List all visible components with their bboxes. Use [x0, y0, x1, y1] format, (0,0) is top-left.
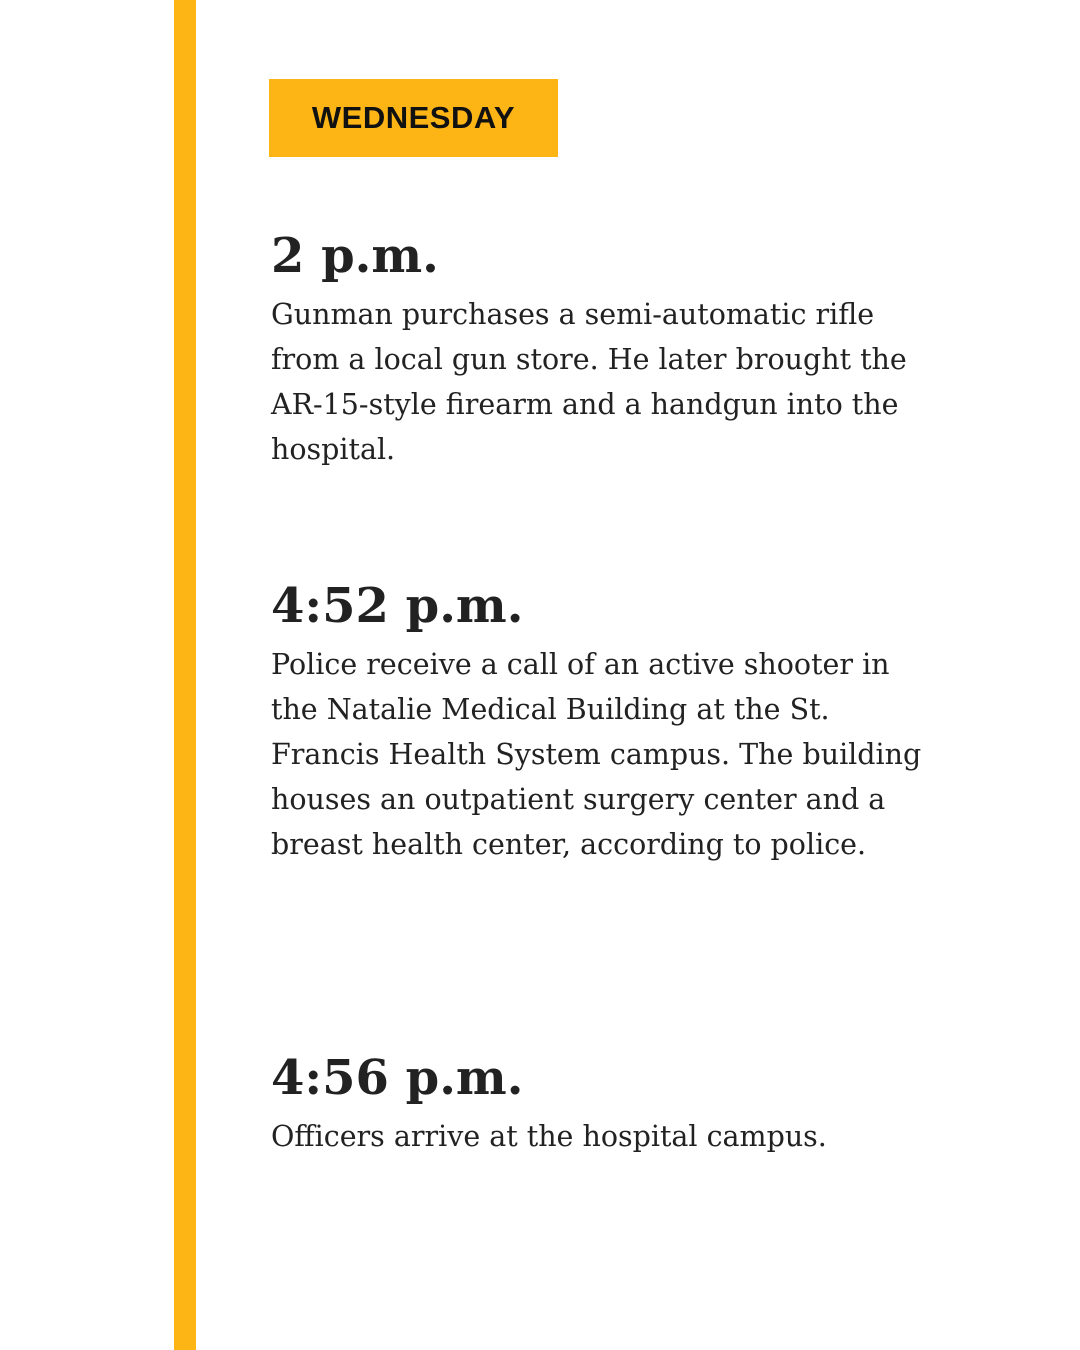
timeline-entry [271, 578, 931, 867]
entry-time: 4:56 p.m. [271, 1050, 524, 1106]
timeline-entry [271, 1050, 931, 1159]
entry-time: 4:52 p.m. [271, 578, 524, 634]
entry-text: Officers arrive at the hospital campus. [271, 1120, 827, 1153]
timeline-entry [271, 228, 931, 472]
entry-time: 2 p.m. [271, 228, 439, 284]
entry-text: Police receive a call of an active shooter in the Natalie Medical Building at the St. Francis Health System campus. The building houses an outpatient surgery center and a breast health center, according to police. [271, 648, 922, 861]
day-label [269, 79, 558, 157]
day-label-text: WEDNESDAY [311, 100, 516, 135]
entry-text: Gunman purchases a semi-automatic rifle from a local gun store. He later brought the AR-15-style firearm and a handgun into the hospital. [271, 298, 907, 466]
timeline-bar [174, 0, 196, 1350]
